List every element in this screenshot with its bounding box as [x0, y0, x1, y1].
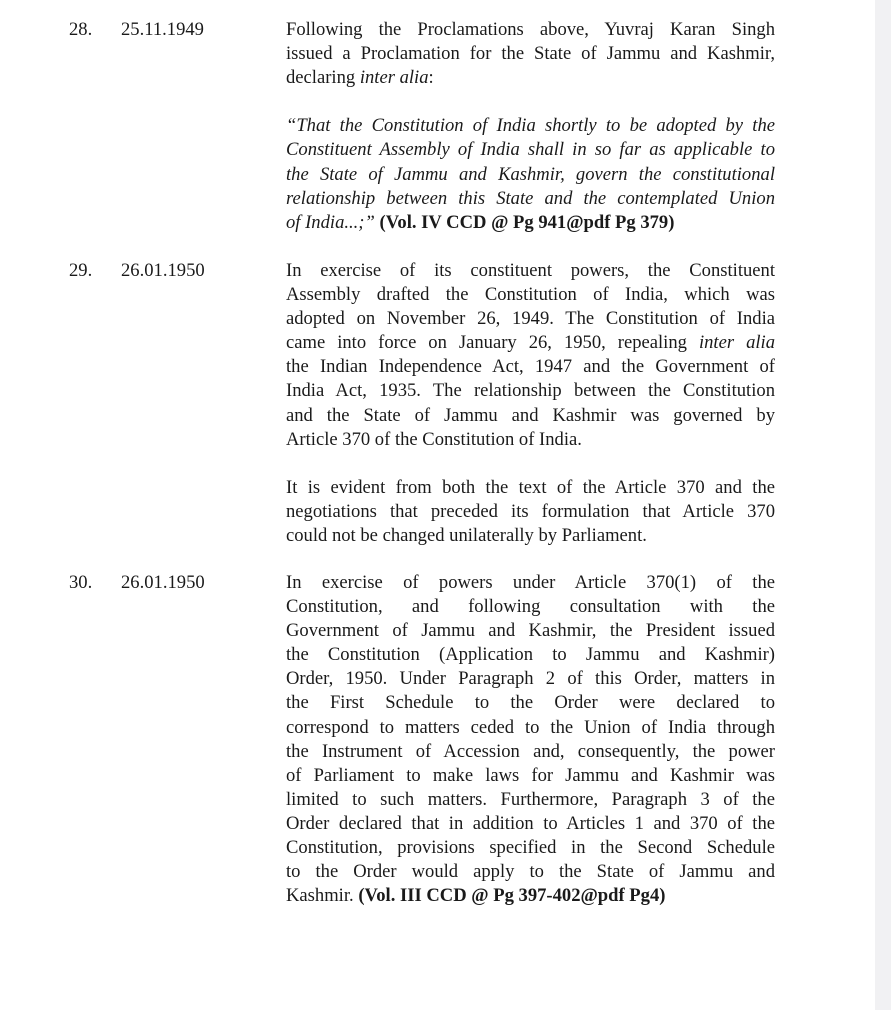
text-line: [286, 379, 775, 403]
text-line: [286, 307, 775, 331]
paragraph: [286, 18, 775, 90]
paragraph: [286, 476, 775, 548]
text-line: [286, 476, 775, 500]
text-segment: issued a Proclamation for the State of Jammu and Kashmir,: [286, 43, 775, 65]
text-line: [286, 355, 775, 379]
text-line: [286, 836, 775, 860]
entry-number: 28.: [69, 19, 93, 40]
text-segment: Government of Jammu and Kashmir, the President issued: [286, 620, 775, 642]
text-segment: Order, 1950. Under Paragraph 2 of this Order, matters in: [286, 668, 775, 690]
entry-description: [286, 18, 775, 259]
scrollbar-track[interactable]: [875, 0, 891, 1010]
text-line: [286, 331, 775, 355]
text-line: [286, 259, 775, 283]
text-line: [286, 138, 775, 162]
text-line: [286, 667, 775, 691]
text-line: [286, 716, 775, 740]
text-segment: In exercise of powers under Article 370(1) of the: [286, 572, 775, 593]
paragraph: [286, 259, 775, 452]
text-segment: It is evident from both the text of the Article 370 and the: [286, 476, 775, 498]
text-line: [286, 619, 775, 643]
entry-description: [286, 259, 775, 572]
italic-term: inter alia: [698, 332, 775, 354]
entry-number: 30.: [69, 572, 93, 593]
text-segment: relationship between this State and the contemplated Union: [286, 187, 775, 209]
text-segment: the Instrument of Accession and, consequently, the power: [286, 740, 775, 762]
text-segment: Constituent Assembly of India shall in so far as applicable to: [286, 139, 775, 161]
text-segment: the Indian Independence Act, 1947 and the Government of: [286, 356, 775, 378]
paragraph: [286, 571, 775, 908]
text-segment: declaring: [286, 67, 360, 89]
text-line: [286, 812, 775, 836]
text-line: [286, 740, 775, 764]
text-segment: Article 370 of the Constitution of India.: [286, 428, 582, 450]
text-segment: Assembly drafted the Constitution of India, which was: [286, 284, 775, 306]
text-line: [286, 211, 775, 235]
text-line: [286, 571, 775, 595]
text-segment: limited to such matters. Furthermore, Paragraph 3 of the: [286, 788, 775, 810]
text-segment: came into force on January 26, 1950, repealing: [286, 332, 699, 354]
text-segment: In exercise of its constituent powers, the Constituent: [286, 260, 775, 281]
text-segment: India Act, 1935. The relationship between the Constitution: [286, 380, 775, 402]
text-segment: of India...;”: [286, 211, 380, 233]
text-line: [286, 860, 775, 884]
text-line: [286, 884, 775, 908]
text-segment: Order declared that in addition to Articles 1 and 370 of the: [286, 812, 775, 834]
italic-term: inter alia: [359, 67, 429, 89]
text-line: [286, 283, 775, 307]
text-segment: Constitution, and following consultation with the: [286, 596, 775, 618]
entry-number: 29.: [69, 260, 93, 281]
text-line: [286, 691, 775, 715]
text-line: [286, 114, 775, 138]
text-line: [286, 42, 775, 66]
citation: (Vol. III CCD @ Pg 397-402@pdf Pg4): [358, 885, 666, 907]
text-segment: the First Schedule to the Order were declared to: [286, 692, 775, 714]
text-segment: and the State of Jammu and Kashmir was governed by: [286, 404, 775, 426]
text-line: [286, 66, 775, 90]
text-segment: could not be changed unilaterally by Parliament.: [286, 525, 647, 547]
text-line: [286, 404, 775, 428]
text-line: [286, 643, 775, 667]
text-segment: to the Order would apply to the State of Jammu and: [286, 861, 775, 883]
text-segment: Following the Proclamations above, Yuvraj Karan Singh: [286, 19, 775, 40]
text-line: [286, 163, 775, 187]
text-segment: correspond to matters ceded to the Union of India through: [286, 716, 775, 738]
entry-date: 26.01.1950: [121, 572, 205, 593]
text-line: [286, 764, 775, 788]
text-segment: Constitution, provisions specified in the Second Schedule: [286, 837, 775, 859]
text-line: [286, 595, 775, 619]
text-line: [286, 788, 775, 812]
entry-date: 26.01.1950: [121, 260, 205, 281]
text-segment: the State of Jammu and Kashmir, govern the constitutional: [286, 163, 775, 185]
text-segment: adopted on November 26, 1949. The Constitution of India: [286, 308, 775, 330]
entry-date: 25.11.1949: [121, 19, 204, 40]
text-segment: the Constitution (Application to Jammu and Kashmir): [286, 644, 775, 666]
entry-description: [286, 571, 775, 932]
text-segment: of Parliament to make laws for Jammu and Kashmir was: [286, 764, 775, 786]
text-line: [286, 187, 775, 211]
citation: (Vol. IV CCD @ Pg 941@pdf Pg 379): [379, 211, 675, 233]
text-line: [286, 500, 775, 524]
text-segment: negotiations that preceded its formulation that Article 370: [286, 500, 775, 522]
block-quote: [286, 114, 775, 234]
text-line: [286, 428, 775, 452]
text-segment: :: [428, 67, 434, 89]
text-segment: “That the Constitution of India shortly to be adopted by the: [286, 115, 775, 137]
text-line: [286, 524, 775, 548]
text-segment: Kashmir.: [286, 885, 359, 907]
text-line: [286, 18, 775, 42]
